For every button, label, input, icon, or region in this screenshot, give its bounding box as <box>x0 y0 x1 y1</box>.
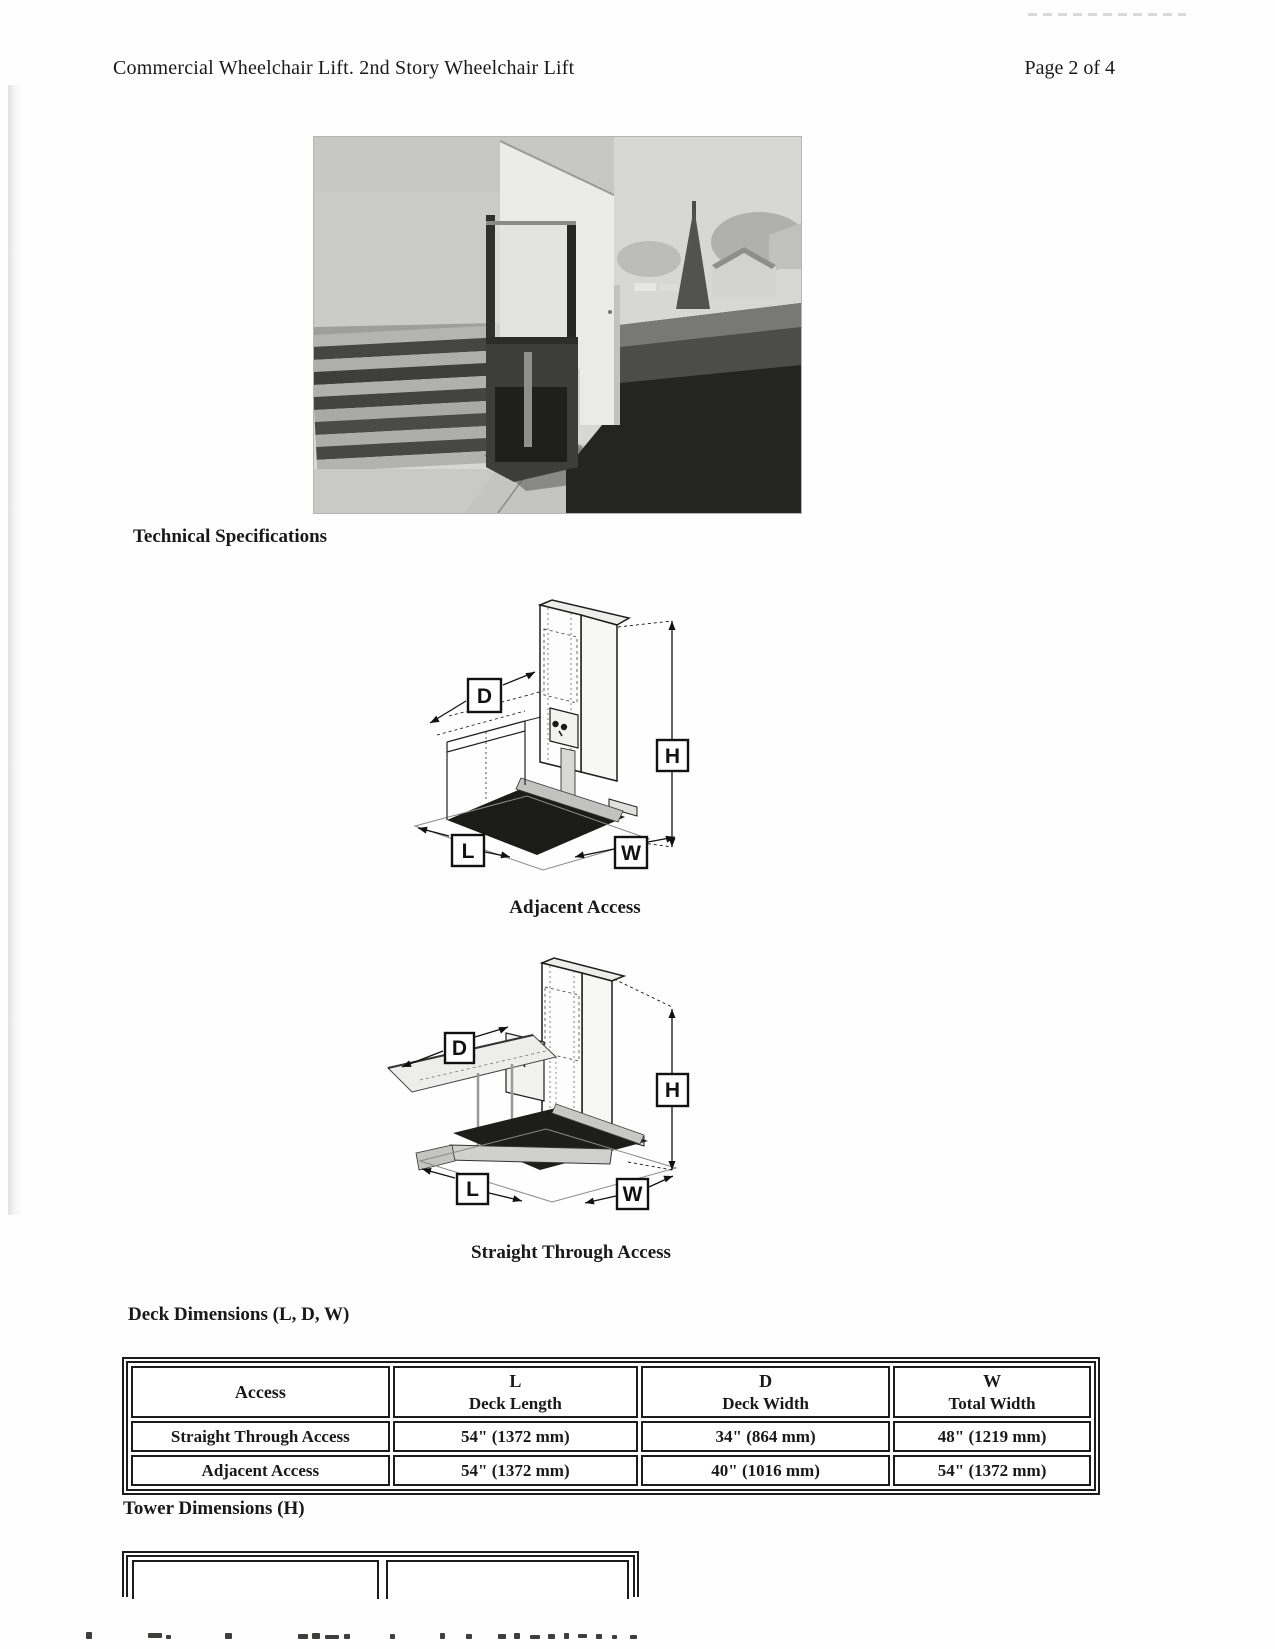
tower <box>540 600 637 816</box>
scan-dash-artifact <box>1028 13 1186 16</box>
column-header-access: Access <box>131 1366 390 1418</box>
column-header-deck-width: D Deck Width <box>641 1366 890 1418</box>
document-title: Commercial Wheelchair Lift. 2nd Story Wheelchair Lift <box>113 57 575 79</box>
dimension-label-l: L <box>466 1178 479 1201</box>
table-header-row <box>131 1366 1091 1418</box>
stairs <box>313 325 514 513</box>
cell-deck-width: 40" (1016 mm) <box>641 1455 890 1486</box>
tower-dimensions-table-partial <box>122 1551 639 1597</box>
dimension-arrowheads <box>401 1009 676 1206</box>
scan-edge-artifact <box>8 85 22 1215</box>
dimension-label-h: H <box>664 745 681 768</box>
dimension-label-w: W <box>622 1183 643 1206</box>
adjacent-access-diagram <box>385 595 705 885</box>
straight-through-access-diagram <box>360 915 700 1215</box>
dimension-label-l: L <box>461 840 475 863</box>
technical-specifications-heading: Technical Specifications <box>133 526 328 547</box>
cell-total-width: 54" (1372 mm) <box>893 1455 1091 1486</box>
cell-deck-length: 54" (1372 mm) <box>393 1421 638 1452</box>
deck-dimensions-table <box>122 1357 1100 1495</box>
cell-total-width: 48" (1219 mm) <box>893 1421 1091 1452</box>
dimension-label-d: D <box>451 1037 468 1060</box>
table-row <box>131 1421 1091 1452</box>
lift-photo <box>313 136 802 514</box>
adjacent-access-caption: Adjacent Access <box>509 897 641 918</box>
lift-unit <box>486 215 578 482</box>
column-header-total-width: W Total Width <box>893 1366 1091 1418</box>
page-number: Page 2 of 4 <box>1024 57 1115 79</box>
tower-table-cell <box>386 1560 629 1599</box>
tower-table-cell <box>132 1560 379 1599</box>
deck-dimensions-heading: Deck Dimensions (L, D, W) <box>128 1304 350 1325</box>
tower-dimensions-heading: Tower Dimensions (H) <box>123 1498 305 1519</box>
cell-access: Straight Through Access <box>131 1421 390 1452</box>
dimension-label-d: D <box>476 685 493 708</box>
table-row <box>131 1455 1091 1486</box>
dimension-label-w: W <box>621 842 641 865</box>
cell-deck-length: 54" (1372 mm) <box>393 1455 638 1486</box>
dimension-label-h: H <box>664 1079 681 1102</box>
cell-access: Adjacent Access <box>131 1455 390 1486</box>
control-column <box>580 285 620 425</box>
column-header-deck-length: L Deck Length <box>393 1366 638 1418</box>
cell-deck-width: 34" (864 mm) <box>641 1421 890 1452</box>
straight-through-access-caption: Straight Through Access <box>471 1242 671 1263</box>
